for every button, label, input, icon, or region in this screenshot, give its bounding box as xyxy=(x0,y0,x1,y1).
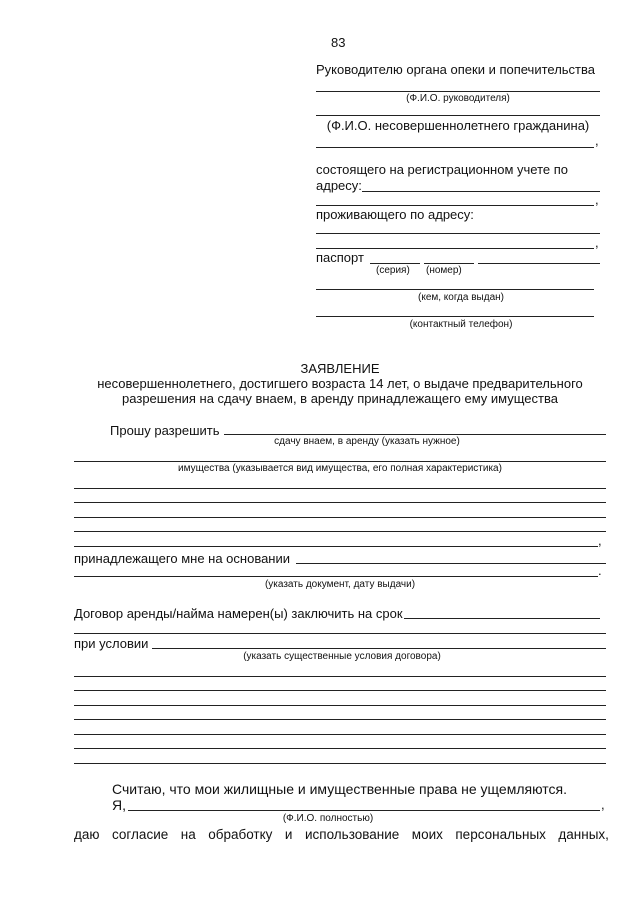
conditions-detail-line-4[interactable] xyxy=(74,719,606,720)
basis-label: принадлежащего мне на основании xyxy=(74,551,291,566)
document-subtitle-1: несовершеннолетнего, достигшего возраста 14 лет, о выдаче предварительного xyxy=(97,376,583,391)
request-label: Прошу разрешить xyxy=(110,423,220,438)
conditions-detail-line-3[interactable] xyxy=(74,705,606,706)
residing-address-line-1[interactable] xyxy=(316,233,600,234)
residing-label: проживающего по адресу: xyxy=(316,207,474,222)
conditions-caption: (указать существенные условия договора) xyxy=(243,651,441,662)
conditions-detail-line-7[interactable] xyxy=(74,763,606,764)
passport-number-line[interactable] xyxy=(424,263,474,264)
full-name-line[interactable] xyxy=(128,810,600,811)
consent-word: даю xyxy=(74,827,100,842)
minor-name-caption: (Ф.И.О. несовершеннолетнего гражданина) xyxy=(326,118,590,133)
property-line[interactable] xyxy=(74,461,606,462)
consent-word: моих xyxy=(411,827,443,842)
conditions-detail-line-6[interactable] xyxy=(74,748,606,749)
i-label: Я, xyxy=(112,797,126,813)
document-heading: ЗАЯВЛЕНИЕ xyxy=(300,361,380,376)
issued-caption: (кем, когда выдан) xyxy=(418,292,504,303)
period-mark: . xyxy=(598,563,602,578)
consent-line xyxy=(74,827,609,842)
full-name-caption: (Ф.И.О. полностью) xyxy=(282,813,374,824)
property-caption: имущества (указывается вид имущества, его полная характеристика) xyxy=(178,463,502,474)
consent-word: согласие xyxy=(112,827,169,842)
phone-caption: (контактный телефон) xyxy=(409,319,513,330)
passport-issued-line[interactable] xyxy=(316,289,594,290)
request-caption: сдачу внаем, в аренду (указать нужное) xyxy=(274,436,460,447)
series-caption: (серия) xyxy=(376,265,410,276)
term-line[interactable] xyxy=(404,618,600,619)
comma-mark: , xyxy=(598,533,602,548)
comma-mark: , xyxy=(595,235,599,250)
request-type-line[interactable] xyxy=(224,434,606,435)
registered-label-2: адресу: xyxy=(316,178,362,193)
passport-label: паспорт xyxy=(316,250,364,265)
rights-statement: Считаю, что мои жилищные и имущественные права не ущемляются. xyxy=(112,781,567,797)
comma-mark: , xyxy=(601,797,605,812)
consent-word: обработку xyxy=(208,827,273,842)
passport-series-line[interactable] xyxy=(370,263,420,264)
consent-word: персональных xyxy=(455,827,546,842)
basis-line-1[interactable] xyxy=(296,563,606,564)
comma-mark: , xyxy=(595,133,599,148)
recipient-title: Руководителю органа опеки и попечительства xyxy=(316,62,595,77)
registered-label-1: состоящего на регистрационном учете по xyxy=(316,162,568,177)
consent-word: данных, xyxy=(558,827,609,842)
conditions-label: при условии xyxy=(74,636,149,651)
consent-word: использование xyxy=(304,827,400,842)
registered-address-line-1[interactable] xyxy=(362,191,600,192)
consent-word: и xyxy=(284,827,293,842)
conditions-detail-line-5[interactable] xyxy=(74,734,606,735)
basis-line-2[interactable] xyxy=(74,576,598,577)
basis-caption: (указать документ, дату выдачи) xyxy=(264,579,416,590)
recipient-caption: (Ф.И.О. руководителя) xyxy=(406,93,510,104)
property-detail-line-4[interactable] xyxy=(74,531,606,532)
document-subtitle-2: разрешения на сдачу внаем, в аренду принадлежащего ему имущества xyxy=(122,391,558,406)
property-detail-line-1[interactable] xyxy=(74,488,606,489)
passport-extra-line[interactable] xyxy=(478,263,600,264)
conditions-detail-line-1[interactable] xyxy=(74,676,606,677)
comma-mark: , xyxy=(595,192,599,207)
property-detail-line-5[interactable] xyxy=(74,546,598,547)
minor-name-line[interactable] xyxy=(316,147,594,148)
consent-word: на xyxy=(180,827,196,842)
conditions-detail-line-2[interactable] xyxy=(74,690,606,691)
recipient-name-line[interactable] xyxy=(316,91,600,92)
phone-line[interactable] xyxy=(316,316,594,317)
conditions-line[interactable] xyxy=(152,648,606,649)
term-extra-line[interactable] xyxy=(74,633,606,634)
minor-name-line-top[interactable] xyxy=(316,115,600,116)
page-number: 83 xyxy=(331,35,346,50)
registered-address-line-2[interactable] xyxy=(316,205,594,206)
number-caption: (номер) xyxy=(426,265,462,276)
residing-address-line-2[interactable] xyxy=(316,248,594,249)
property-detail-line-3[interactable] xyxy=(74,517,606,518)
term-label: Договор аренды/найма намерен(ы) заключить на срок xyxy=(74,606,403,621)
property-detail-line-2[interactable] xyxy=(74,502,606,503)
